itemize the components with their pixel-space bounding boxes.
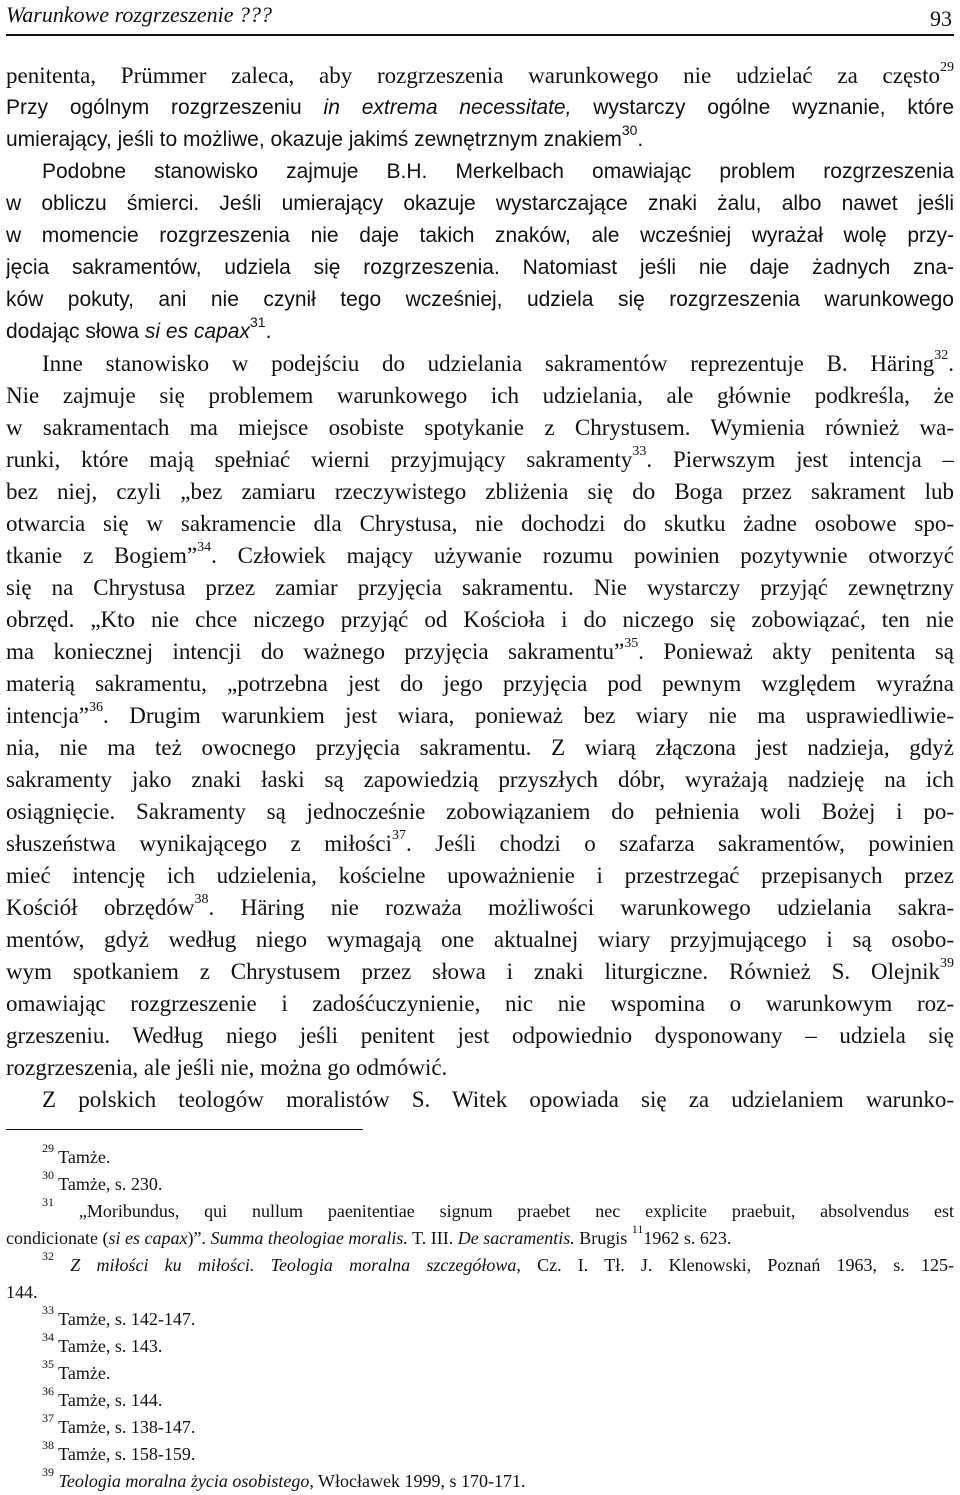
text-run: runki, które mają spełniać wierni przyjmujący sakramenty bbox=[6, 447, 633, 472]
text-line bbox=[6, 764, 954, 796]
footnote-ref: 37 bbox=[42, 1414, 54, 1425]
text-run: Tamże, s. 230. bbox=[54, 1174, 163, 1194]
text-run: „Moribundus, qui nullum paenitentiae signum praebet nec explicite praebuit, absolvendus est bbox=[54, 1201, 954, 1221]
footnote-ref: 35 bbox=[624, 636, 639, 652]
text-run: w obliczu śmierci. Jeśli umierający okazuje wystarczające znaki żalu, albo nawet jeśli bbox=[6, 192, 954, 215]
footnote-ref: 38 bbox=[194, 892, 209, 908]
running-title: Warunkowe rozgrzeszenie ??? bbox=[6, 2, 273, 27]
text-run: bez niej, czyli „bez zamiaru rzeczywistego zbliżenia się do Boga przez sakrament lub bbox=[6, 479, 954, 504]
text-run: . Pierwszym jest intencja – bbox=[646, 447, 954, 472]
footnote-line bbox=[6, 1279, 954, 1306]
footnote-ref: 39 bbox=[42, 1468, 54, 1479]
text-line bbox=[6, 124, 954, 156]
footnote-ref: 36 bbox=[42, 1387, 54, 1398]
text-line bbox=[6, 956, 954, 988]
text-run: Kościół obrzędów bbox=[6, 895, 195, 920]
text-run: Brugis bbox=[574, 1228, 632, 1248]
text-run: . bbox=[948, 351, 954, 376]
text-run: in extrema necessitate, bbox=[323, 96, 572, 119]
text-run: w sakramentach ma miejsce osobiste spotykanie z Chrystusem. Wymienia również wa- bbox=[6, 415, 954, 440]
footnote-ref: 31 bbox=[249, 316, 266, 330]
text-line bbox=[6, 476, 954, 508]
text-line bbox=[6, 732, 954, 764]
text-run: Przy ogólnym rozgrzeszeniu bbox=[6, 96, 324, 119]
text-run: ków pokuty, ani nie czynił tego wcześniej, udziela się rozgrzeszenia warunkowego bbox=[6, 288, 954, 311]
footnote-ref: 33 bbox=[632, 444, 647, 460]
text-run: intencja” bbox=[6, 703, 90, 728]
text-line bbox=[6, 924, 954, 956]
footnote-line bbox=[6, 1414, 954, 1441]
text-line bbox=[6, 380, 954, 412]
text-run: Tamże, s. 138-147. bbox=[54, 1417, 196, 1437]
text-run: . Ponieważ akty penitenta są bbox=[638, 639, 954, 664]
text-run: De sacramentis. bbox=[457, 1228, 575, 1248]
footnote-line bbox=[6, 1252, 954, 1279]
text-line bbox=[6, 700, 954, 732]
footnote-ref: 30 bbox=[621, 124, 638, 138]
text-line bbox=[6, 156, 954, 188]
text-line bbox=[6, 540, 954, 572]
page-number: 93 bbox=[930, 6, 952, 31]
footnote-line bbox=[6, 1387, 954, 1414]
text-line bbox=[6, 1020, 954, 1052]
text-run: si es capax bbox=[144, 320, 250, 343]
text-line bbox=[6, 860, 954, 892]
footnote-line bbox=[6, 1360, 954, 1387]
text-line bbox=[6, 828, 954, 860]
text-run: tkanie z Bogiem” bbox=[6, 543, 198, 568]
text-line bbox=[6, 668, 954, 700]
text-run: otwarcia się w sakramencie dla Chrystusa, nie dochodzi do skutku żadne osobowe spo- bbox=[6, 511, 954, 536]
text-run bbox=[54, 1255, 70, 1275]
text-run: Tamże. bbox=[54, 1363, 111, 1383]
footnote-line bbox=[6, 1144, 954, 1171]
text-run: mieć intencję ich udzielenia, kościelne upoważnienie i przestrzegać przepisanych przez bbox=[6, 863, 954, 888]
text-run: Z miłości ku miłości. Teologia moralna szczegółowa, bbox=[70, 1255, 521, 1275]
text-run: , Włocławek 1999, s 170-171. bbox=[309, 1471, 526, 1491]
text-run: penitenta, Prümmer zaleca, aby rozgrzeszenia warunkowego nie udzielać za często bbox=[6, 63, 940, 88]
text-run: . bbox=[637, 128, 644, 151]
text-run: nia, nie ma też owocnego przyjęcia sakramentu. Z wiarą złączona jest nadzieja, gdyż bbox=[6, 735, 954, 760]
text-run: Tamże. bbox=[54, 1147, 111, 1167]
text-run: condicionate ( bbox=[6, 1228, 109, 1248]
text-run: dodając słowa bbox=[6, 320, 145, 343]
footnote-line bbox=[6, 1441, 954, 1468]
text-run: . Häring nie rozważa możliwości warunkowego udzielania sakra- bbox=[208, 895, 954, 920]
footnote-ref: 38 bbox=[42, 1441, 54, 1452]
text-line bbox=[6, 796, 954, 828]
text-run: sakramenty jako znaki łaski są zapowiedzią przyszłych dóbr, wyrażają nadzieję na ich bbox=[6, 767, 954, 792]
text-run: osiągnięcie. Sakramenty są jednocześnie zobowiązaniem do pełnienia woli Bożej i po- bbox=[6, 799, 954, 824]
text-run: Z polskich teologów moralistów S. Witek opowiada się za udzielaniem warunko- bbox=[42, 1087, 954, 1112]
text-run: Podobne stanowisko zajmuje B.H. Merkelbach omawiając problem rozgrzeszenia bbox=[42, 160, 954, 183]
footnote-ref: 33 bbox=[42, 1306, 54, 1317]
text-run: jęcia sakramentów, udziela się rozgrzeszenia. Natomiast jeśli nie daje żadnych zna- bbox=[6, 256, 954, 279]
text-run: omawiając rozgrzeszenie i zadośćuczynienie, nic nie wspomina o warunkowym roz- bbox=[6, 991, 954, 1016]
footnote-line bbox=[6, 1468, 954, 1495]
text-run: wym spotkaniem z Chrystusem przez słowa i znaki liturgiczne. Również S. Olejnik bbox=[6, 959, 940, 984]
text-run: materią sakramentu, „potrzebna jest do jego przyjęcia pod pewnym względem wyraźna bbox=[6, 671, 954, 696]
text-run: . Człowiek mający używanie rozumu powinien pozytywnie otworzyć bbox=[211, 543, 954, 568]
text-run: . Jeśli chodzi o szafarza sakramentów, powinien bbox=[405, 831, 954, 856]
text-run: . Drugim warunkiem jest wiara, ponieważ bez wiary nie ma usprawiedliwie- bbox=[103, 703, 954, 728]
footnote-ref: 39 bbox=[940, 956, 954, 972]
footnote-line bbox=[6, 1306, 954, 1333]
text-run: Tamże, s. 142-147. bbox=[54, 1309, 196, 1329]
text-line bbox=[6, 412, 954, 444]
text-run: się na Chrystusa przez zamiar przyjęcia sakramentu. Nie wystarczy przyjąć zewnętrzny bbox=[6, 575, 954, 600]
text-run: rozgrzeszenia, ale jeśli nie, można go odmówić. bbox=[6, 1055, 448, 1080]
footnote-ref: 32 bbox=[42, 1252, 54, 1263]
text-line bbox=[6, 348, 954, 380]
text-line bbox=[6, 636, 954, 668]
text-line bbox=[6, 92, 954, 124]
text-run: Nie zajmuje się problemem warunkowego ich udzielania, ale głównie podkreśla, że bbox=[6, 383, 954, 408]
footnote-ref: 29 bbox=[940, 60, 954, 76]
text-run: Summa theologiae moralis. bbox=[210, 1228, 408, 1248]
body-text bbox=[6, 60, 954, 1116]
text-run: Cz. I. Tł. J. Klenowski, Poznań 1963, s. 125- bbox=[520, 1255, 954, 1275]
text-line bbox=[6, 508, 954, 540]
text-line bbox=[6, 188, 954, 220]
text-run: 1962 s. 623. bbox=[643, 1228, 732, 1248]
text-run: mentów, gdyż według niego wymagają one aktualnej wiary przyjmującego i są osobo- bbox=[6, 927, 954, 952]
footnote-line bbox=[6, 1171, 954, 1198]
text-run: ma koniecznej intencji do ważnego przyjęcia sakramentu” bbox=[6, 639, 625, 664]
text-run: Tamże, s. 158-159. bbox=[54, 1444, 196, 1464]
footnote-line bbox=[6, 1333, 954, 1360]
text-run: słuszeństwa wynikającego z miłości bbox=[6, 831, 392, 856]
text-line bbox=[6, 444, 954, 476]
text-run: Tamże, s. 143. bbox=[54, 1336, 163, 1356]
text-line bbox=[6, 892, 954, 924]
text-run: obrzęd. „Kto nie chce niczego przyjąć od Kościoła i do niczego się zobowiązać, ten nie bbox=[6, 607, 954, 632]
text-run: 144. bbox=[6, 1282, 38, 1302]
running-header bbox=[6, 2, 954, 32]
footnote-ref: 31 bbox=[42, 1198, 54, 1209]
text-line bbox=[6, 1084, 954, 1116]
footnote-ref: 34 bbox=[42, 1333, 54, 1344]
text-line bbox=[6, 572, 954, 604]
text-line bbox=[6, 988, 954, 1020]
footnote-ref: 35 bbox=[42, 1360, 54, 1371]
text-run: umierający, jeśli to możliwe, okazuje jakimś zewnętrznym znakiem bbox=[6, 128, 622, 151]
text-run: grzeszeniu. Według niego jeśli penitent jest odpowiednio dysponowany – udziela się bbox=[6, 1023, 954, 1048]
footnote-ref: 29 bbox=[42, 1144, 54, 1155]
text-run: Tamże, s. 144. bbox=[54, 1390, 163, 1410]
text-run: Inne stanowisko w podejściu do udzielania sakramentów reprezentuje B. Häring bbox=[42, 351, 935, 376]
header-rule bbox=[6, 34, 954, 36]
footnote-ref: 34 bbox=[197, 540, 212, 556]
footnotes bbox=[6, 1144, 954, 1495]
footnote-line bbox=[6, 1225, 954, 1252]
text-line bbox=[6, 316, 954, 348]
text-run: si es capax bbox=[108, 1228, 188, 1248]
text-run: Teologia moralna życia osobistego bbox=[58, 1471, 310, 1491]
text-run: . bbox=[265, 320, 272, 343]
footnote-ref: 36 bbox=[89, 700, 104, 716]
text-run: )”. bbox=[187, 1228, 211, 1248]
text-line bbox=[6, 1052, 954, 1084]
text-run: T. III. bbox=[407, 1228, 458, 1248]
text-line bbox=[6, 604, 954, 636]
text-line bbox=[6, 284, 954, 316]
footnote-ref: 11 bbox=[631, 1225, 644, 1236]
text-line bbox=[6, 220, 954, 252]
footnote-separator bbox=[6, 1129, 363, 1130]
footnote-ref: 32 bbox=[934, 348, 949, 364]
text-line bbox=[6, 60, 954, 92]
text-run: wystarczy ogólne wyznanie, które bbox=[571, 96, 954, 119]
text-run: w momencie rozgrzeszenia nie daje takich znaków, ale wcześniej wyrażał wolę przy- bbox=[6, 224, 954, 247]
footnote-ref: 37 bbox=[391, 828, 406, 844]
footnote-line bbox=[6, 1198, 954, 1225]
text-line bbox=[6, 252, 954, 284]
footnote-ref: 30 bbox=[42, 1171, 54, 1182]
